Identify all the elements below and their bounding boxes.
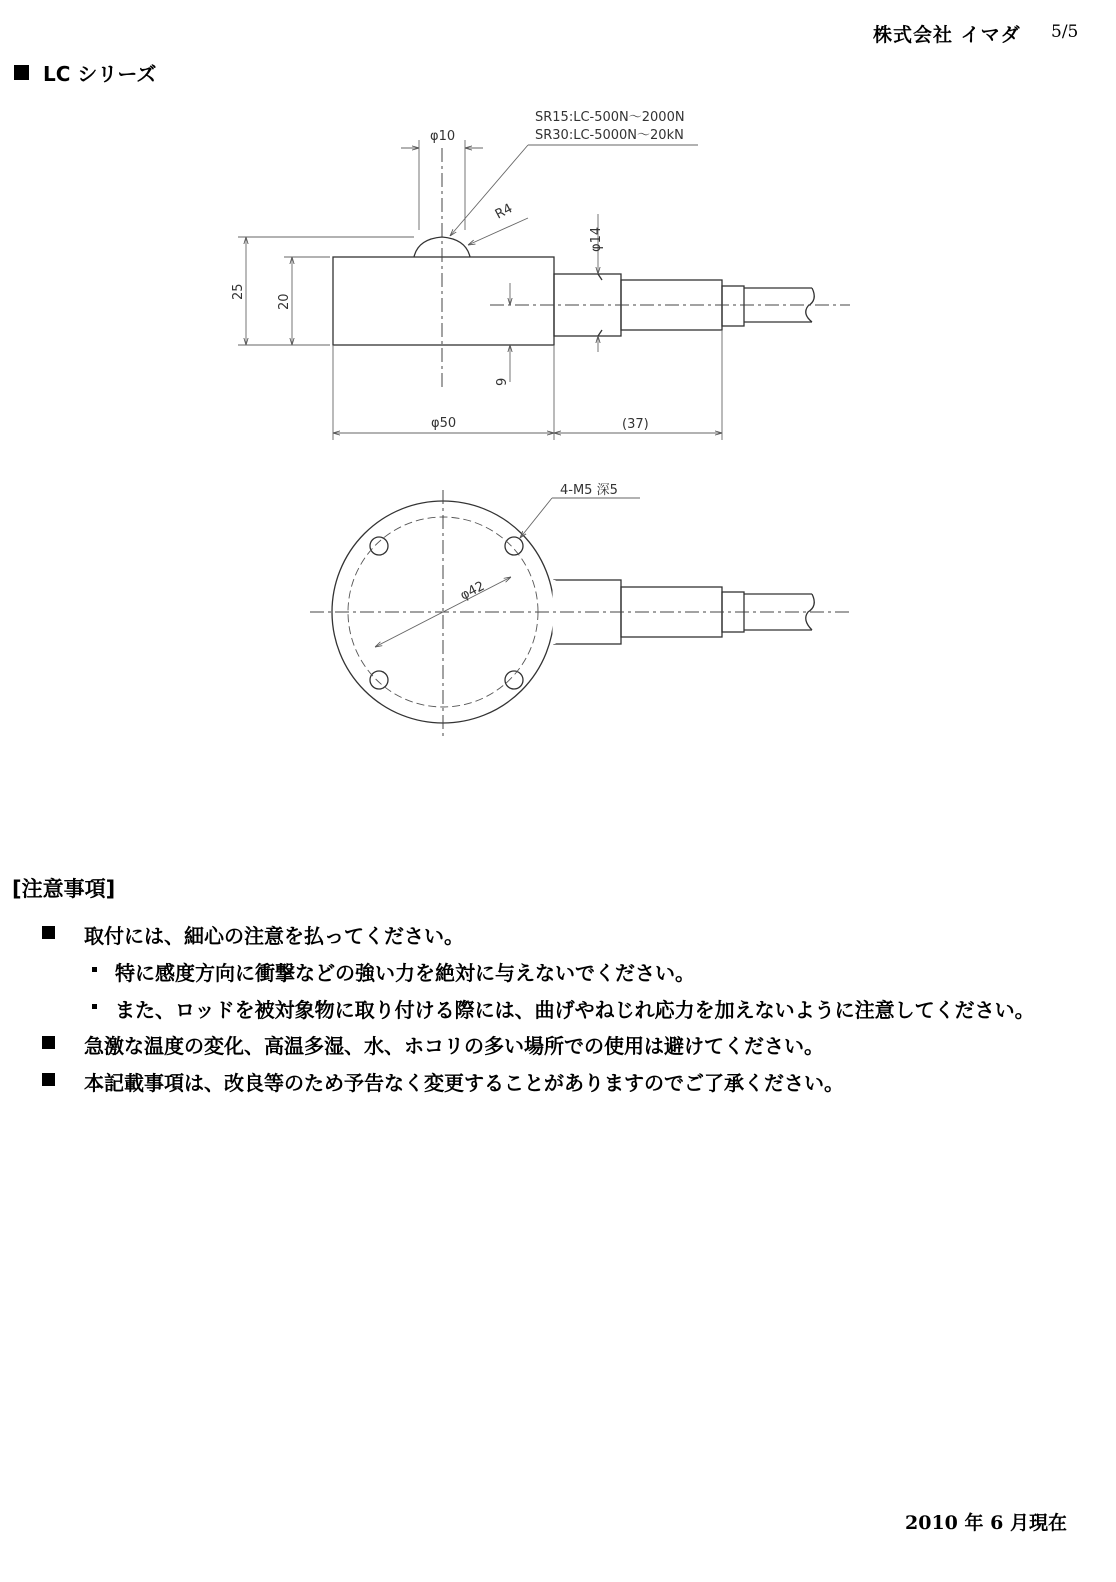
hole-4 (505, 671, 523, 689)
notes-title: [注意事項] (12, 877, 116, 901)
label-sr30: SR30:LC-5000N～20kN (535, 128, 684, 143)
label-sr15: SR15:LC-500N～2000N (535, 110, 685, 125)
label-h25: 25 (231, 283, 246, 300)
label-h9: 9 (495, 377, 510, 386)
hole-1 (370, 537, 388, 555)
dot-bullet-icon (92, 967, 97, 972)
page-number: 5/5 (1051, 22, 1079, 42)
note-text: 取付には、細心の注意を払ってください。 (84, 924, 464, 948)
note-text: 急激な温度の変化、高温多湿、水、ホコリの多い場所での使用は避けてください。 (84, 1034, 824, 1058)
side-view (333, 237, 814, 345)
label-phi14: φ14 (589, 226, 604, 252)
cable-section-3 (722, 286, 744, 326)
hole-3 (370, 671, 388, 689)
label-h20: 20 (277, 293, 292, 310)
label-len37: (37) (622, 417, 649, 432)
hole-2 (505, 537, 523, 555)
note-text: また、ロッドを被対象物に取り付ける際には、曲げやねじれ応力を加えないように注意してください。 (115, 998, 1035, 1022)
dot-bullet-icon (92, 1004, 97, 1009)
label-phi42: φ42 (458, 578, 488, 604)
label-phi50: φ50 (431, 416, 457, 431)
note-text: 特に感度方向に衝撃などの強い力を絶対に与えないでください。 (115, 961, 695, 985)
section-title-text: LC シリーズ (43, 62, 157, 86)
square-bullet-icon (42, 926, 55, 939)
square-bullet-icon (42, 1073, 55, 1086)
side-body (333, 257, 554, 345)
label-phi10: φ10 (430, 129, 456, 144)
label-r4: R4 (492, 201, 516, 223)
date-footer: 2010 年 6 月現在 (905, 1512, 1067, 1534)
label-m5: 4-M5 深5 (560, 483, 618, 498)
square-bullet-icon (42, 1036, 55, 1049)
note-text: 本記載事項は、改良等のため予告なく変更することがありますのでご了承ください。 (84, 1071, 844, 1095)
company-name: 株式会社 イマダ (873, 24, 1021, 46)
